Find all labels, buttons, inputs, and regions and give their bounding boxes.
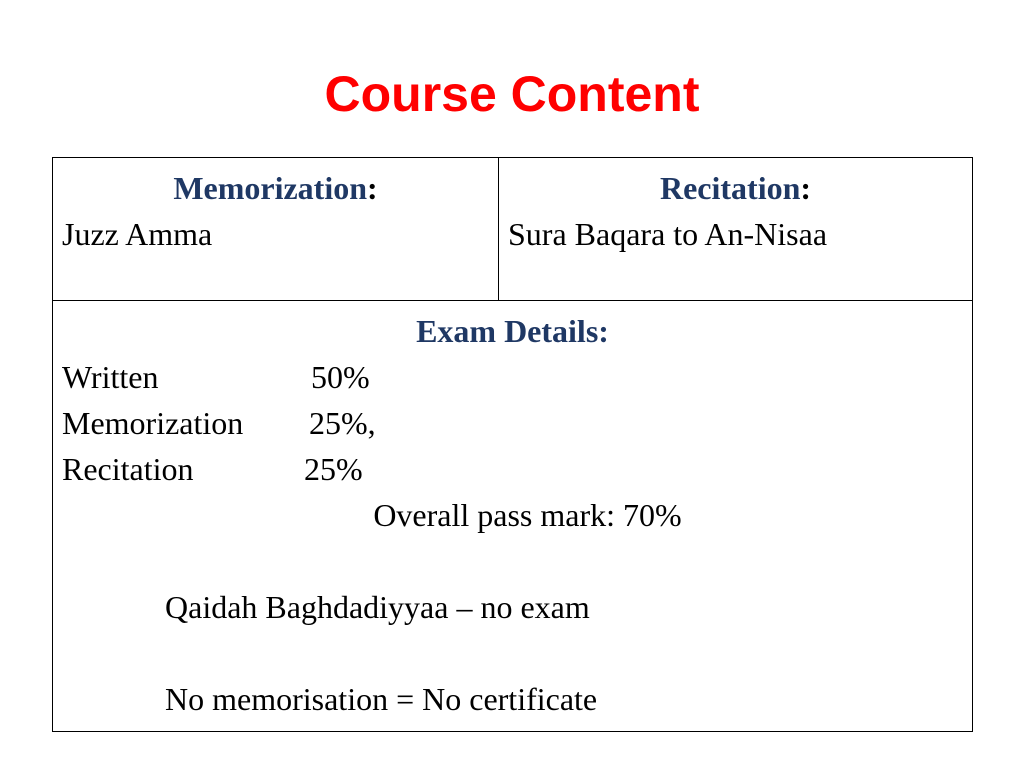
recitation-text: Sura Baqara to An-Nisaa [508, 216, 828, 252]
exam-note-qaidah: Qaidah Baghdadiyyaa – no exam [165, 589, 590, 625]
exam-note-certificate: No memorisation = No certificate [165, 681, 598, 717]
exam-item-value: 25% [304, 451, 363, 487]
spacer [62, 630, 963, 676]
exam-row [53, 301, 973, 732]
recitation-heading-label: Recitation [659, 170, 801, 206]
spacer [62, 538, 963, 584]
exam-item-name: Memorization [62, 405, 244, 441]
recitation-heading-colon: : [800, 170, 812, 206]
memorization-cell [53, 158, 499, 301]
subjects-row [53, 158, 973, 301]
exam-item-written [62, 354, 963, 400]
exam-item-value: 25%, [309, 405, 376, 441]
memorization-heading-colon: : [367, 170, 378, 206]
exam-item-memorization [62, 400, 963, 446]
exam-details-cell [53, 301, 973, 732]
exam-item-value: 50% [311, 359, 370, 395]
exam-item-name: Recitation [62, 451, 194, 487]
recitation-heading [508, 165, 963, 211]
exam-item-recitation [62, 446, 963, 492]
memorization-text: Juzz Amma [62, 216, 213, 252]
course-content-table [52, 157, 973, 732]
exam-item-name: Written [62, 359, 159, 395]
overall-pass-mark: Overall pass mark: 70% [373, 497, 682, 533]
memorization-heading [62, 165, 489, 211]
recitation-cell [499, 158, 973, 301]
slide-title: Course Content [324, 66, 700, 122]
memorization-heading-label: Memorization [173, 170, 368, 206]
exam-details-heading: Exam Details: [416, 313, 609, 349]
